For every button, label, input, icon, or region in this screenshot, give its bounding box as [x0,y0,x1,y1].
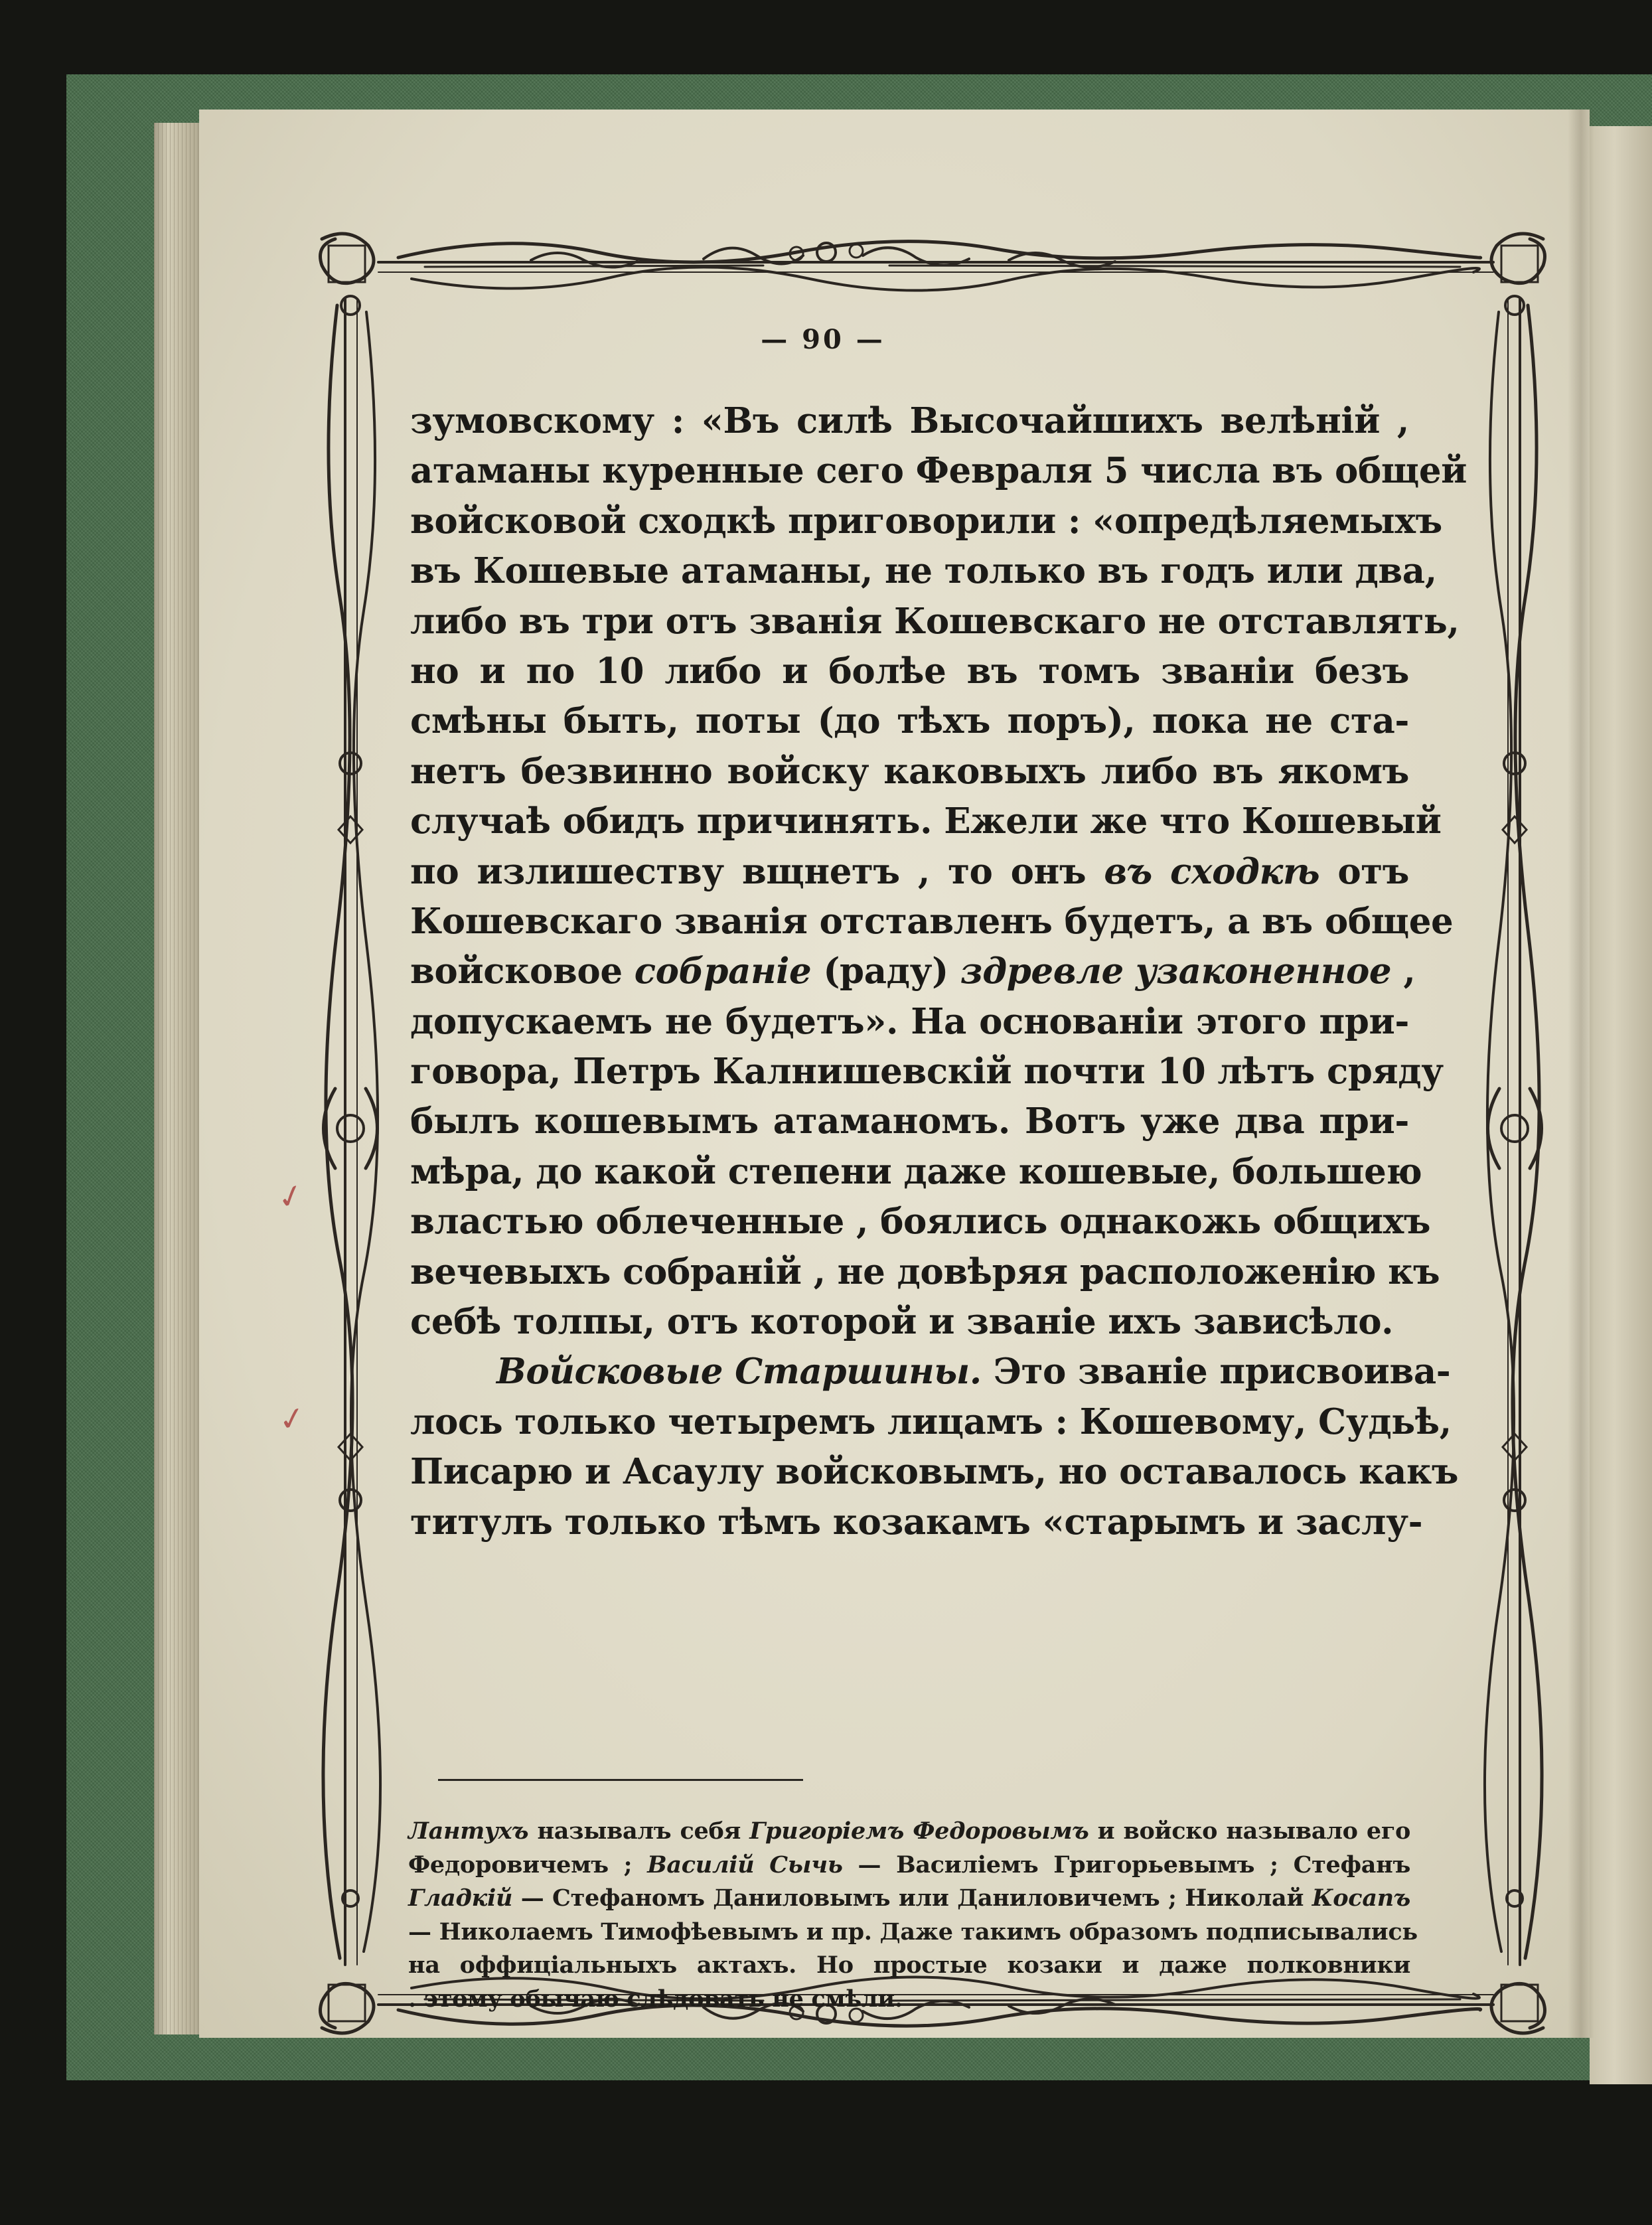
text-line-10 [410,847,1409,897]
footnote-line-5: на оффиціальныхъ актахъ. Но простые козаки и даже полковники [408,1952,1410,1979]
text-line-5: либо въ три отъ званія Кошевскаго не отставлять, [410,600,1460,642]
footnote-divider [438,1779,803,1781]
italic-phrase: здревле узаконенное [960,951,1392,992]
footnote-line-1 [408,1815,1410,1849]
footnote-name: Косапъ [1312,1884,1410,1912]
footnote-text: называлъ себя [528,1817,750,1845]
footnote-name: Лантухъ [408,1817,529,1845]
text-line-12 [410,947,1416,996]
footnote-text: — Василіемъ Григорьевымъ ; Стефанъ [842,1851,1411,1879]
footnote-line-3 [408,1882,1410,1916]
text-line-11: Кошевскаго званія отставленъ будетъ, а въ общее [410,900,1454,942]
footnote-name: Василій Сычь [647,1851,843,1879]
text-line-6: но и по 10 либо и болѣе въ томъ званіи безъ [410,650,1409,692]
main-text [410,396,1467,1547]
pencil-check-mark: ✓ [275,1398,309,1440]
footnote-line-4: — Николаемъ Тимофѣевымъ и пр. Даже такимъ образомъ подписывались [408,1918,1418,1946]
paragraph-2-line-1 [410,1347,1451,1397]
page-number: — 90 — [761,324,885,355]
text-line-1: зумовскому : «Въ силѣ Высочайшихъ велѣній , [410,400,1409,441]
footnote-line-2 [408,1849,1410,1882]
footnote [408,1815,1418,2016]
pencil-check-mark: ✓ [273,1175,309,1219]
text-line-19: себѣ толпы, отъ которой и званіе ихъ зависѣло. [410,1301,1394,1343]
text-line-2: атаманы куренные сего Февраля 5 числа въ общей [410,450,1467,492]
footnote-name: Гладкій [408,1884,513,1912]
text-line-18: вечевыхъ собраній , не довѣряя расположенію къ [410,1251,1440,1292]
text-line-4: въ Кошевые атаманы, не только въ годъ или два, [410,550,1437,592]
paragraph-2-line-4: титулъ только тѣмъ козакамъ «старымъ и заслу- [410,1501,1423,1543]
text-line-12-mid: (раду) [811,951,960,992]
text-line-3: войсковой сходкѣ приговорили : «опредѣляемыхъ [410,500,1442,542]
text-line-9: случаѣ обидъ причинять. Ежели же что Кошевый [410,801,1442,842]
text-line-12-end: , [1391,951,1416,992]
footnote-text: — Стефаномъ Даниловымъ или Даниловичемъ ; Николай [512,1884,1312,1912]
paragraph-2-line-2: лось только четыремъ лицамъ : Кошевому, Судьѣ, [410,1401,1452,1442]
text-line-14: говора, Петръ Калнишевскій почти 10 лѣтъ сряду [410,1051,1444,1093]
text-line-8: нетъ безвинно войску каковыхъ либо въ якомъ [410,750,1409,792]
footnote-text: Федоровичемъ ; [408,1851,648,1879]
text-line-10-start: по излишеству вщнетъ , то онъ [410,850,1104,892]
text-line-17: властью облеченные , боялись однакожь общихъ [410,1201,1431,1243]
text-line-7: смѣны быть, поты (до тѣхъ поръ), пока не ста- [410,700,1409,742]
italic-phrase: собраніе [634,951,812,992]
footnote-name: Григоріемъ Федоровымъ [749,1817,1089,1845]
bleed-through-text [425,1709,435,1745]
section-heading: Войсковые Старшины. [496,1351,982,1393]
footnote-line-6: . этому обычаю слѣдовать не смѣли. [408,1985,903,2013]
text-line-16: мѣра, до какой степени даже кошевые, большею [410,1150,1422,1192]
text-line-15: былъ кошевымъ атаманомъ. Вотъ уже два при- [410,1101,1409,1142]
italic-phrase: въ сходкѣ [1104,850,1320,892]
footnote-text: и войско называло его [1089,1817,1411,1845]
paragraph-2-line-1-rest: Это званіе присвоива- [981,1351,1451,1393]
text-line-10-end: отъ [1319,850,1409,892]
text-line-12-start: войсковое [410,951,635,992]
text-line-13: допускаемъ не будетъ». На основаніи этого при- [410,1000,1409,1042]
paragraph-2-line-3: Писарю и Асаулу войсковымъ, но оставалось какъ [410,1451,1459,1493]
